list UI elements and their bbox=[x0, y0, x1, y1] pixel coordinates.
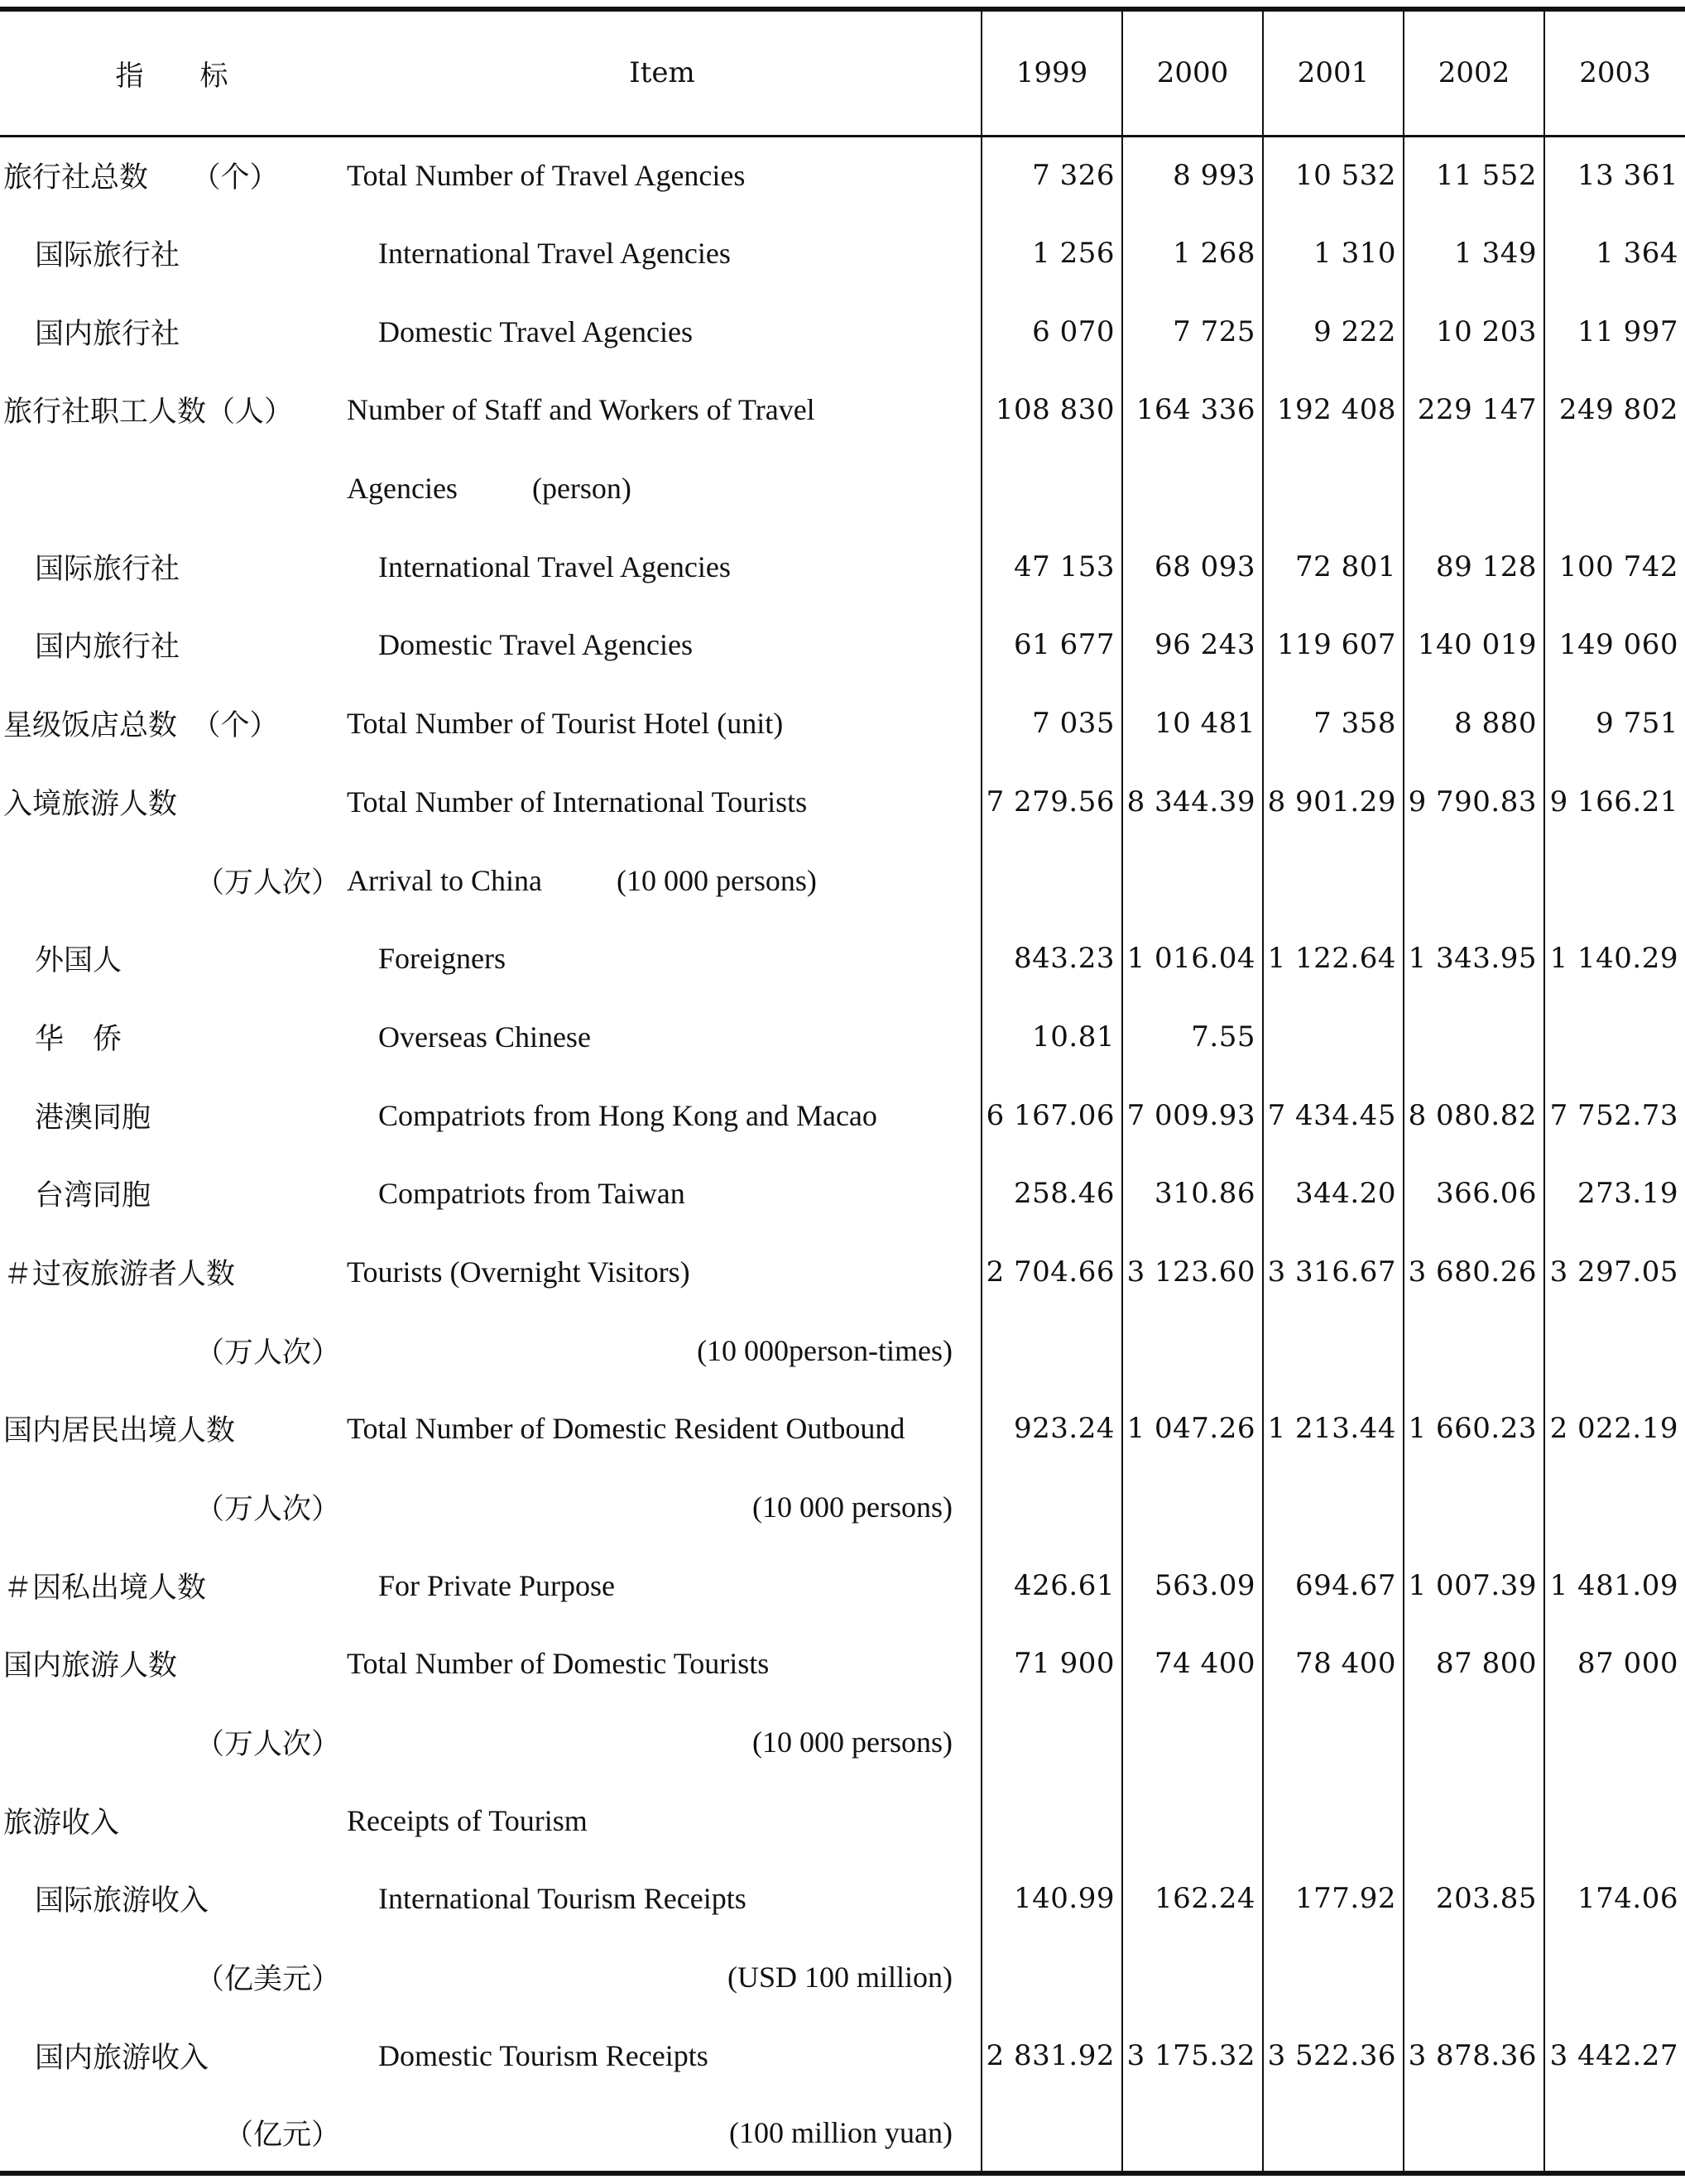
row-label-en: Compatriots from Hong Kong and Macao bbox=[378, 1098, 877, 1132]
value-cell-1999 bbox=[982, 1311, 1122, 1390]
value-cell-2000 bbox=[1122, 1703, 1263, 1782]
value-cell-2000: 7 009.93 bbox=[1122, 1076, 1263, 1154]
value-cell-2000: 74 400 bbox=[1122, 1625, 1263, 1703]
value-cell-2001: 8 901.29 bbox=[1263, 763, 1404, 842]
table-row bbox=[0, 1938, 1685, 2017]
row-label-zh: （亿元） bbox=[223, 2119, 340, 2153]
table-row bbox=[0, 371, 1685, 449]
row-label-en: Tourists (Overnight Visitors) bbox=[347, 1255, 690, 1289]
table-row bbox=[0, 841, 1685, 919]
value-cell-2001: 7 358 bbox=[1263, 684, 1404, 763]
header-item-en: Item bbox=[343, 9, 982, 136]
value-cell-2002: 3 680.26 bbox=[1404, 1233, 1544, 1312]
value-cell-2002 bbox=[1404, 2095, 1544, 2173]
value-cell-1999 bbox=[982, 2095, 1122, 2173]
table-row bbox=[0, 1625, 1685, 1703]
value-cell-2000: 10 481 bbox=[1122, 684, 1263, 763]
row-label-en: Total Number of Domestic Resident Outbound bbox=[347, 1412, 905, 1446]
row-unit-en: (person) bbox=[531, 472, 631, 506]
value-cell-2002 bbox=[1404, 1703, 1544, 1782]
value-cell-2002: 89 128 bbox=[1404, 527, 1544, 606]
value-cell-1999 bbox=[982, 1468, 1122, 1547]
value-cell-2003: 87 000 bbox=[1544, 1625, 1685, 1703]
value-cell-1999 bbox=[982, 841, 1122, 919]
value-cell-2003: 149 060 bbox=[1544, 606, 1685, 684]
row-label-zh: ＃过夜旅游者人数 bbox=[3, 1257, 236, 1291]
value-cell-1999: 2 831.92 bbox=[982, 2017, 1122, 2095]
value-cell-2003 bbox=[1544, 1703, 1685, 1782]
table-row bbox=[0, 449, 1685, 528]
value-cell-2002: 10 203 bbox=[1404, 292, 1544, 371]
value-cell-2002: 87 800 bbox=[1404, 1625, 1544, 1703]
table-row bbox=[0, 1781, 1685, 1860]
value-cell-2002: 11 552 bbox=[1404, 136, 1544, 214]
table-row bbox=[0, 1390, 1685, 1468]
value-cell-2002 bbox=[1404, 998, 1544, 1077]
row-label-en: (100 million yuan) bbox=[729, 2116, 953, 2150]
value-cell-1999: 61 677 bbox=[982, 606, 1122, 684]
value-cell-2001: 177.92 bbox=[1263, 1860, 1404, 1938]
row-label-en: Number of Staff and Workers of Travel bbox=[347, 393, 815, 427]
row-label-en: Foreigners bbox=[378, 942, 506, 976]
value-cell-1999: 71 900 bbox=[982, 1625, 1122, 1703]
value-cell-2001 bbox=[1263, 2095, 1404, 2173]
value-cell-2000: 164 336 bbox=[1122, 371, 1263, 449]
row-label-en bbox=[343, 449, 982, 528]
row-label-en: International Travel Agencies bbox=[378, 550, 731, 583]
header-indicator-zh: 指 标 bbox=[0, 9, 343, 136]
row-label-zh: 国际旅行社 bbox=[35, 552, 180, 586]
header-year-2001: 2001 bbox=[1263, 9, 1404, 136]
value-cell-2002 bbox=[1404, 1468, 1544, 1547]
value-cell-1999: 426.61 bbox=[982, 1546, 1122, 1625]
tourism-statistics-table bbox=[0, 7, 1685, 2176]
row-label-en: (10 000 persons) bbox=[752, 1726, 953, 1759]
value-cell-2000: 7.55 bbox=[1122, 998, 1263, 1077]
value-cell-2000: 310.86 bbox=[1122, 1154, 1263, 1233]
value-cell-2001: 119 607 bbox=[1263, 606, 1404, 684]
row-label-zh: （亿美元） bbox=[194, 1963, 340, 1997]
value-cell-2002: 229 147 bbox=[1404, 371, 1544, 449]
value-cell-1999: 843.23 bbox=[982, 919, 1122, 998]
header-year-2003: 2003 bbox=[1544, 9, 1685, 136]
row-label-en: For Private Purpose bbox=[378, 1568, 615, 1602]
table-row bbox=[0, 1703, 1685, 1782]
value-cell-2003: 273.19 bbox=[1544, 1154, 1685, 1233]
table-row bbox=[0, 1311, 1685, 1390]
value-cell-2000 bbox=[1122, 1311, 1263, 1390]
value-cell-2003 bbox=[1544, 1311, 1685, 1390]
value-cell-1999: 47 153 bbox=[982, 527, 1122, 606]
table-body bbox=[0, 136, 1685, 2173]
row-label-zh: 华 侨 bbox=[35, 1022, 122, 1056]
row-label-zh: （万人次） bbox=[194, 866, 340, 900]
row-label-en: International Travel Agencies bbox=[378, 237, 731, 271]
value-cell-2001: 3 522.36 bbox=[1263, 2017, 1404, 2095]
row-label-en: Total Number of International Tourists bbox=[347, 785, 808, 818]
row-label-zh: （万人次） bbox=[194, 1336, 340, 1370]
value-cell-2001: 7 434.45 bbox=[1263, 1076, 1404, 1154]
value-cell-1999 bbox=[982, 1781, 1122, 1860]
value-cell-2000: 7 725 bbox=[1122, 292, 1263, 371]
value-cell-1999: 2 704.66 bbox=[982, 1233, 1122, 1312]
row-label-en: (10 000 persons) bbox=[752, 1490, 953, 1524]
row-unit-en: (10 000 persons) bbox=[616, 863, 817, 897]
row-label-zh: 国内旅行社 bbox=[35, 317, 180, 351]
row-label-en: International Tourism Receipts bbox=[378, 1882, 746, 1916]
value-cell-2000: 68 093 bbox=[1122, 527, 1263, 606]
table-row bbox=[0, 2017, 1685, 2095]
row-label-en: Total Number of Tourist Hotel (unit) bbox=[347, 707, 784, 741]
row-label-en: (USD 100 million) bbox=[727, 1961, 953, 1994]
value-cell-2003: 1 481.09 bbox=[1544, 1546, 1685, 1625]
value-cell-2000: 3 123.60 bbox=[1122, 1233, 1263, 1312]
value-cell-2000: 96 243 bbox=[1122, 606, 1263, 684]
value-cell-2003: 100 742 bbox=[1544, 527, 1685, 606]
value-cell-2002: 8 880 bbox=[1404, 684, 1544, 763]
table-row bbox=[0, 919, 1685, 998]
value-cell-2003: 1 364 bbox=[1544, 214, 1685, 293]
value-cell-2003 bbox=[1544, 2095, 1685, 2173]
value-cell-2002: 203.85 bbox=[1404, 1860, 1544, 1938]
value-cell-2002 bbox=[1404, 841, 1544, 919]
value-cell-2003 bbox=[1544, 841, 1685, 919]
value-cell-2000: 563.09 bbox=[1122, 1546, 1263, 1625]
value-cell-1999 bbox=[982, 1938, 1122, 2017]
value-cell-2001 bbox=[1263, 998, 1404, 1077]
value-cell-1999: 923.24 bbox=[982, 1390, 1122, 1468]
value-cell-1999: 1 256 bbox=[982, 214, 1122, 293]
value-cell-2003: 1 140.29 bbox=[1544, 919, 1685, 998]
value-cell-1999: 7 035 bbox=[982, 684, 1122, 763]
row-label-en: Receipts of Tourism bbox=[347, 1803, 588, 1837]
value-cell-2003 bbox=[1544, 449, 1685, 528]
value-cell-1999 bbox=[982, 1703, 1122, 1782]
value-cell-2001 bbox=[1263, 1703, 1404, 1782]
header-year-2002: 2002 bbox=[1404, 9, 1544, 136]
row-label-zh: 台湾同胞 bbox=[35, 1179, 151, 1213]
value-cell-2000: 8 993 bbox=[1122, 136, 1263, 214]
value-cell-1999: 7 326 bbox=[982, 136, 1122, 214]
value-cell-2002 bbox=[1404, 449, 1544, 528]
value-cell-2000 bbox=[1122, 841, 1263, 919]
value-cell-2003: 9 751 bbox=[1544, 684, 1685, 763]
value-cell-1999: 10.81 bbox=[982, 998, 1122, 1077]
row-label-zh: 国际旅行社 bbox=[35, 239, 180, 273]
row-label-zh: 国内旅行社 bbox=[35, 631, 180, 665]
value-cell-2002: 1 343.95 bbox=[1404, 919, 1544, 998]
value-cell-2001: 344.20 bbox=[1263, 1154, 1404, 1233]
value-cell-2003: 249 802 bbox=[1544, 371, 1685, 449]
value-cell-2002: 140 019 bbox=[1404, 606, 1544, 684]
row-label-zh: 国内旅游人数 bbox=[3, 1649, 178, 1683]
value-cell-2003: 174.06 bbox=[1544, 1860, 1685, 1938]
table-row bbox=[0, 527, 1685, 606]
value-cell-2001: 78 400 bbox=[1263, 1625, 1404, 1703]
table-row bbox=[0, 1546, 1685, 1625]
table-row bbox=[0, 1468, 1685, 1547]
row-label-en: Overseas Chinese bbox=[378, 1020, 591, 1054]
value-cell-2001: 72 801 bbox=[1263, 527, 1404, 606]
table-row bbox=[0, 2095, 1685, 2173]
row-label-zh: 港澳同胞 bbox=[35, 1101, 151, 1135]
value-cell-2002 bbox=[1404, 1938, 1544, 2017]
value-cell-2000 bbox=[1122, 1781, 1263, 1860]
value-cell-2001 bbox=[1263, 449, 1404, 528]
row-label-zh: （万人次） bbox=[194, 1728, 340, 1762]
row-label-en: Total Number of Domestic Tourists bbox=[347, 1647, 770, 1681]
value-cell-2003: 9 166.21 bbox=[1544, 763, 1685, 842]
value-cell-2002 bbox=[1404, 1781, 1544, 1860]
value-cell-2001: 1 122.64 bbox=[1263, 919, 1404, 998]
row-label-en-text: Agencies bbox=[347, 472, 458, 506]
row-label-zh: 入境旅游人数 bbox=[3, 787, 178, 821]
value-cell-2002 bbox=[1404, 1311, 1544, 1390]
value-cell-2003: 3 442.27 bbox=[1544, 2017, 1685, 2095]
value-cell-2001: 694.67 bbox=[1263, 1546, 1404, 1625]
value-cell-2003 bbox=[1544, 1781, 1685, 1860]
value-cell-2001: 9 222 bbox=[1263, 292, 1404, 371]
value-cell-2001 bbox=[1263, 1781, 1404, 1860]
value-cell-1999 bbox=[982, 449, 1122, 528]
value-cell-2000: 3 175.32 bbox=[1122, 2017, 1263, 2095]
row-label-zh: （万人次） bbox=[194, 1493, 340, 1527]
table-row bbox=[0, 606, 1685, 684]
value-cell-2000: 162.24 bbox=[1122, 1860, 1263, 1938]
value-cell-1999: 7 279.56 bbox=[982, 763, 1122, 842]
value-cell-2003 bbox=[1544, 998, 1685, 1077]
row-label-en: Domestic Tourism Receipts bbox=[378, 2038, 708, 2072]
table-row bbox=[0, 1860, 1685, 1938]
value-cell-2000 bbox=[1122, 1938, 1263, 2017]
value-cell-2003: 7 752.73 bbox=[1544, 1076, 1685, 1154]
row-label-zh bbox=[0, 449, 343, 528]
value-cell-2000: 1 268 bbox=[1122, 214, 1263, 293]
value-cell-2000 bbox=[1122, 1468, 1263, 1547]
value-cell-2000: 1 047.26 bbox=[1122, 1390, 1263, 1468]
value-cell-1999: 140.99 bbox=[982, 1860, 1122, 1938]
value-cell-2001 bbox=[1263, 1468, 1404, 1547]
value-cell-2003: 11 997 bbox=[1544, 292, 1685, 371]
row-label-en bbox=[343, 841, 982, 919]
value-cell-2002: 8 080.82 bbox=[1404, 1076, 1544, 1154]
table-row bbox=[0, 684, 1685, 763]
value-cell-2000 bbox=[1122, 449, 1263, 528]
table-row bbox=[0, 763, 1685, 842]
row-label-en: Compatriots from Taiwan bbox=[378, 1177, 685, 1211]
value-cell-2001: 10 532 bbox=[1263, 136, 1404, 214]
value-cell-2003: 13 361 bbox=[1544, 136, 1685, 214]
header-year-1999: 1999 bbox=[982, 9, 1122, 136]
value-cell-2002: 366.06 bbox=[1404, 1154, 1544, 1233]
value-cell-1999: 108 830 bbox=[982, 371, 1122, 449]
header-year-2000: 2000 bbox=[1122, 9, 1263, 136]
value-cell-2003: 3 297.05 bbox=[1544, 1233, 1685, 1312]
value-cell-2002: 1 349 bbox=[1404, 214, 1544, 293]
value-cell-2003: 2 022.19 bbox=[1544, 1390, 1685, 1468]
table-header-row bbox=[0, 9, 1685, 136]
value-cell-1999: 258.46 bbox=[982, 1154, 1122, 1233]
row-label-zh: 国际旅游收入 bbox=[35, 1884, 209, 1918]
value-cell-2000: 8 344.39 bbox=[1122, 763, 1263, 842]
value-cell-2002: 3 878.36 bbox=[1404, 2017, 1544, 2095]
table-row bbox=[0, 998, 1685, 1077]
row-label-zh: 国内居民出境人数 bbox=[3, 1414, 236, 1448]
row-label-en: Domestic Travel Agencies bbox=[378, 314, 693, 348]
value-cell-2001: 3 316.67 bbox=[1263, 1233, 1404, 1312]
value-cell-2001 bbox=[1263, 1311, 1404, 1390]
value-cell-2000: 1 016.04 bbox=[1122, 919, 1263, 998]
table-row bbox=[0, 1154, 1685, 1233]
value-cell-2001: 1 213.44 bbox=[1263, 1390, 1404, 1468]
table-row bbox=[0, 214, 1685, 293]
row-label-en: Total Number of Travel Agencies bbox=[347, 159, 746, 193]
value-cell-2001: 1 310 bbox=[1263, 214, 1404, 293]
value-cell-2003 bbox=[1544, 1938, 1685, 2017]
value-cell-1999: 6 070 bbox=[982, 292, 1122, 371]
row-label-zh: 外国人 bbox=[35, 944, 122, 978]
value-cell-2003 bbox=[1544, 1468, 1685, 1547]
row-label-zh: 旅游收入 bbox=[3, 1806, 120, 1840]
table-row bbox=[0, 1233, 1685, 1312]
value-cell-2001 bbox=[1263, 1938, 1404, 2017]
row-label-zh: 旅行社总数 （个） bbox=[3, 161, 279, 195]
value-cell-2000 bbox=[1122, 2095, 1263, 2173]
value-cell-2002: 1 660.23 bbox=[1404, 1390, 1544, 1468]
row-label-zh: 旅行社职工人数（人） bbox=[3, 396, 294, 430]
table-row bbox=[0, 292, 1685, 371]
table-row bbox=[0, 136, 1685, 214]
table-row bbox=[0, 1076, 1685, 1154]
value-cell-2002: 1 007.39 bbox=[1404, 1546, 1544, 1625]
row-label-en-text: Arrival to China bbox=[347, 863, 542, 897]
row-label-en: (10 000person-times) bbox=[697, 1333, 953, 1367]
row-label-en: Domestic Travel Agencies bbox=[378, 628, 693, 662]
value-cell-2002: 9 790.83 bbox=[1404, 763, 1544, 842]
value-cell-2001: 192 408 bbox=[1263, 371, 1404, 449]
value-cell-1999: 6 167.06 bbox=[982, 1076, 1122, 1154]
row-label-zh: ＃因私出境人数 bbox=[3, 1571, 207, 1605]
row-label-zh: 星级饭店总数 （个） bbox=[3, 709, 279, 743]
value-cell-2001 bbox=[1263, 841, 1404, 919]
row-label-zh: 国内旅游收入 bbox=[35, 2041, 209, 2075]
